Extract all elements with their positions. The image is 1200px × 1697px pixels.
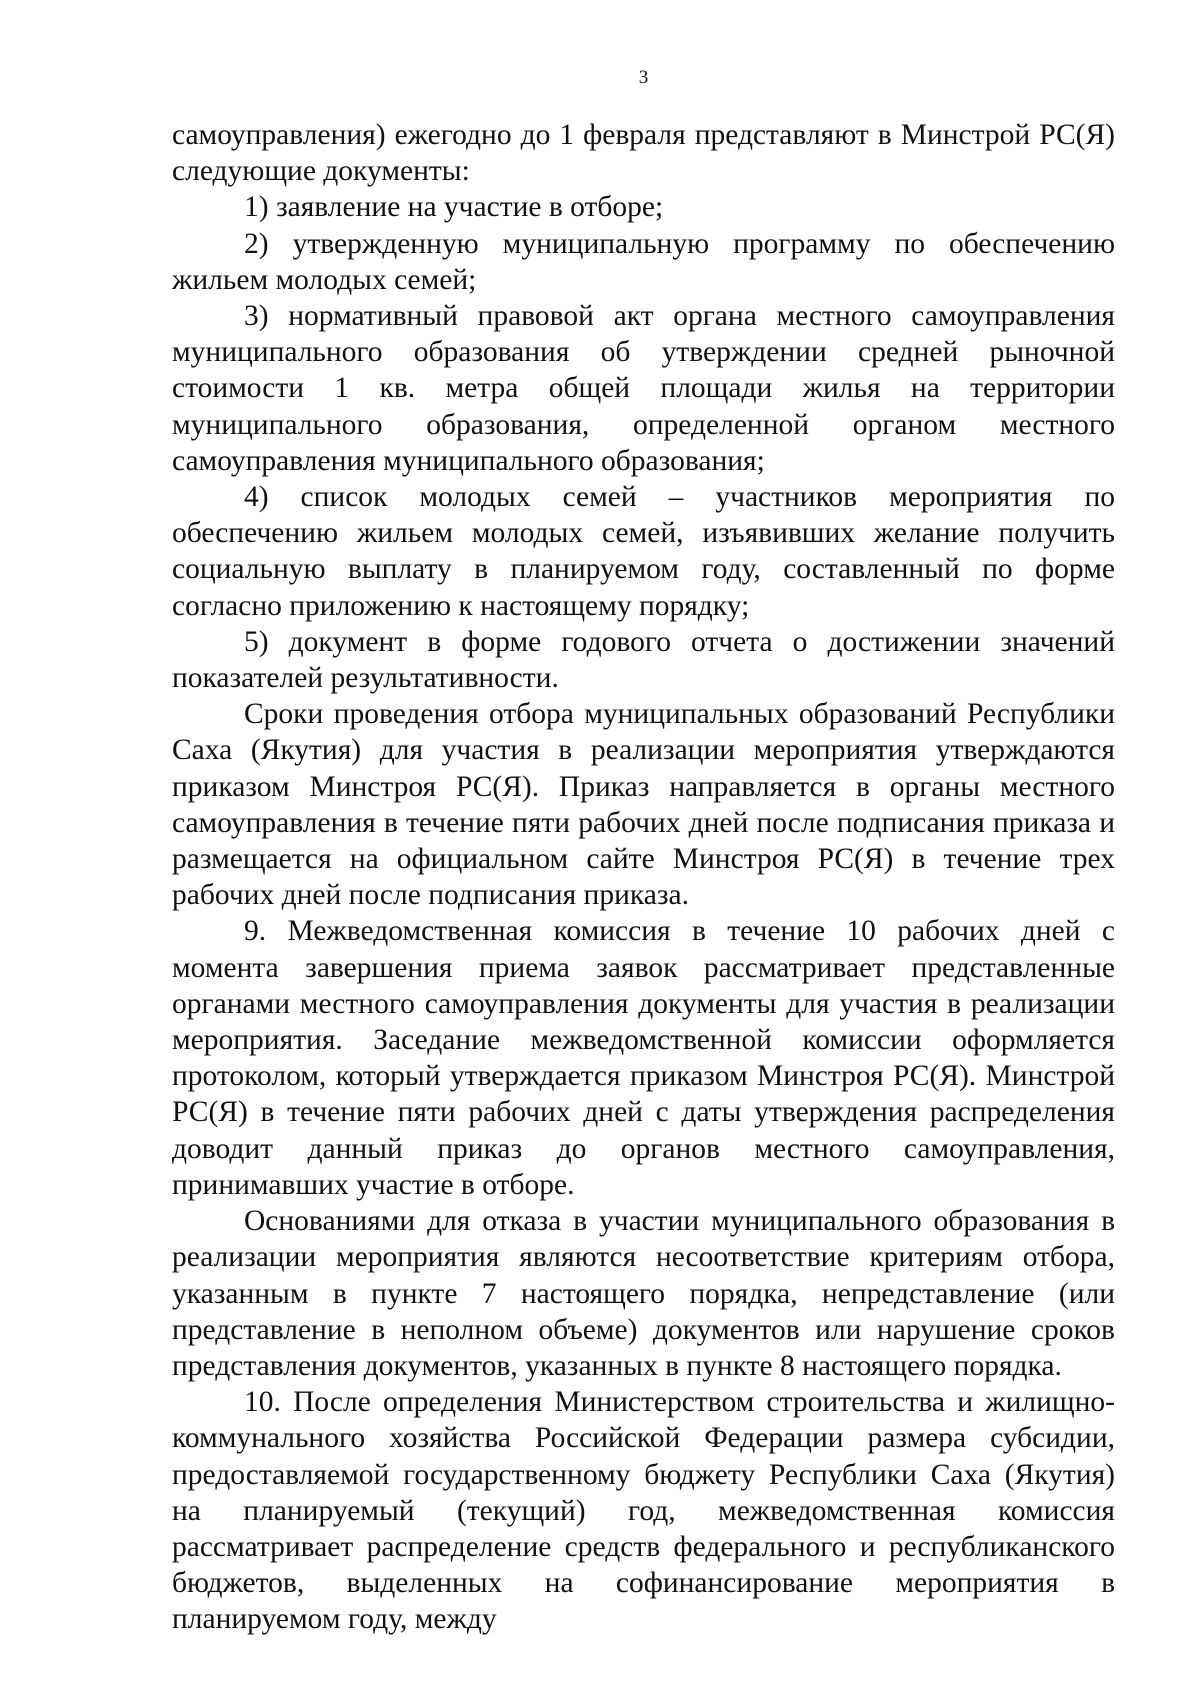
paragraph-item-10: 10. После определения Министерством строительства и жилищно-коммунального хозяйства Российской Федерации размера субсидии, предоставляемой государственному бюджету Республики Саха (Якутия) на планируемый (текущий) год, межведомственная комиссия рассматривает распределение средств федерального и республиканского бюджетов, выделенных на софинансирование мероприятия в планируемом году, между <box>172 1386 1115 1636</box>
paragraph-refusal-grounds: Основаниями для отказа в участии муниципального образования в реализации мероприятия являются несоответствие критериям отбора, указанным в пункте 7 настоящего порядка, непредставление (или представление в неполном объеме) документов или нарушение сроков представления документов, указанных в пункте 8 настоящего порядка. <box>172 1205 1115 1382</box>
list-item-family-list: 4) список молодых семей – участников мероприятия по обеспечению жильем молодых семей, изъявивших желание получить социальную выплату в планируемом году, составленный по форме согласно приложению к настоящему порядку; <box>172 481 1115 622</box>
paragraph-item-9: 9. Межведомственная комиссия в течение 10 рабочих дней с момента завершения приема заявок рассматривает представленные органами местного самоуправления документы для участия в реализации мероприятия. Заседание межведомственной комиссии оформляется протоколом, который утверждается приказом Минстроя РС(Я). Минстрой РС(Я) в течение пяти рабочих дней с даты утверждения распределения доводит данный приказ до органов местного самоуправления, принимавших участие в отборе. <box>172 915 1115 1201</box>
paragraph-continuation: самоуправления) ежегодно до 1 февраля представляют в Минстрой РС(Я) следующие документы: <box>172 119 1115 188</box>
document-body <box>172 117 1115 1638</box>
paragraph-selection-timing: Сроки проведения отбора муниципальных образований Республики Саха (Якутия) для участия в реализации мероприятия утверждаются приказом Минстроя РС(Я). Приказ направляется в органы местного самоуправления в течение пяти рабочих дней после подписания приказа и размещается на официальном сайте Минстроя РС(Я) в течение трех рабочих дней после подписания приказа. <box>172 698 1115 912</box>
page-number: 3 <box>638 67 649 88</box>
list-item-annual-report: 5) документ в форме годового отчета о достижении значений показателей результативности. <box>172 625 1115 695</box>
list-item-normative-act: 3) нормативный правовой акт органа местного самоуправления муниципального образования об утверждении средней рыночной стоимости 1 кв. метра общей площади жилья на территории муниципального образования, определенной органом местного самоуправления муниципального образования; <box>172 300 1115 477</box>
list-item-application: 1) заявление на участие в отборе; <box>244 191 664 224</box>
list-item-municipal-program: 2) утвержденную муниципальную программу по обеспечению жильем молодых семей; <box>172 227 1115 296</box>
